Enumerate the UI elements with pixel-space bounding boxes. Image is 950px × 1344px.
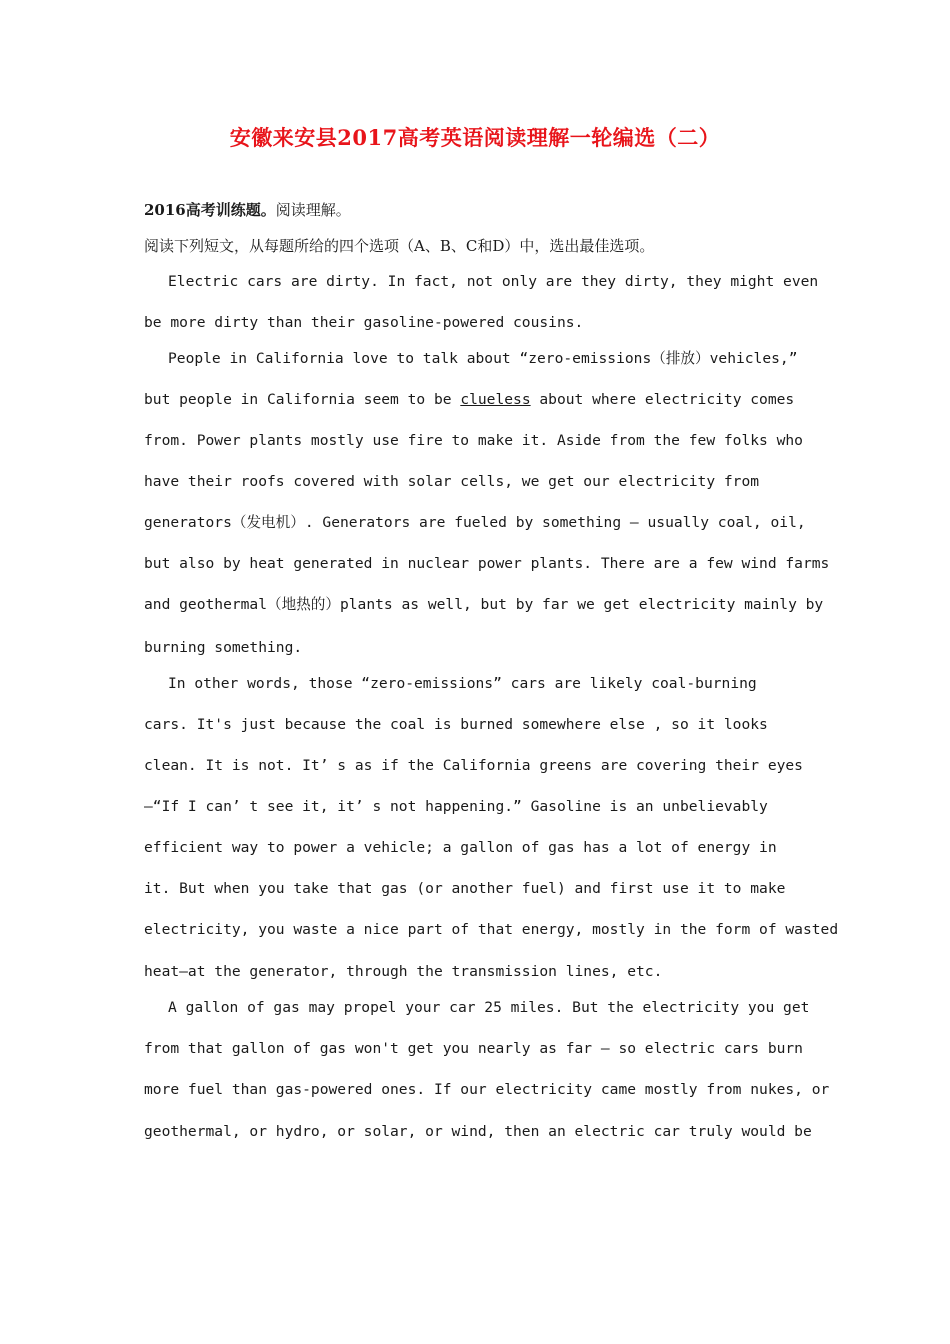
text-line: People in California love to talk about “zero-emissions（排放）vehicles,” (168, 350, 798, 367)
text-line: clean. It is not. It’ s as if the California greens are covering their eyes (144, 757, 803, 774)
text-line: and geothermal（地热的）plants as well, but by far we get electricity mainly by (144, 596, 824, 613)
text-line-with-underline (144, 390, 794, 410)
underlined-word: clueless (460, 391, 531, 408)
text-line: heat—at the generator, through the transmission lines, etc. (144, 963, 663, 980)
text-line: Electric cars are dirty. In fact, not only are they dirty, they might even (168, 273, 819, 290)
text-line: generators（发电机）. Generators are fueled by something — usually coal, oil, (144, 514, 806, 531)
text-line: —“If I can’ t see it, it’ s not happening.” Gasoline is an unbelievably (144, 798, 768, 815)
instruction-text: 阅读下列短文，从每题所给的四个选项（A、B、C和D）中，选出最佳选项。 (144, 237, 655, 255)
text-segment: about where electricity comes (530, 391, 795, 408)
section-label (144, 200, 351, 220)
text-line: be more dirty than their gasoline-powered cousins. (144, 314, 584, 331)
text-line: geothermal, or hydro, or solar, or wind, then an electric car truly would be (144, 1123, 812, 1140)
section-label-rest: 阅读理解。 (275, 201, 351, 219)
text-line: electricity, you waste a nice part of that energy, mostly in the form of wasted (144, 921, 839, 938)
text-line: it. But when you take that gas (or another fuel) and first use it to make (144, 880, 786, 897)
text-line: more fuel than gas-powered ones. If our electricity came mostly from nukes, or (144, 1081, 830, 1098)
text-line: from that gallon of gas won't get you nearly as far — so electric cars burn (144, 1040, 803, 1057)
document-title: 安徽来安县2017高考英语阅读理解一轮编选（二） (229, 125, 721, 150)
text-line: efficient way to power a vehicle; a gallon of gas has a lot of energy in (144, 839, 777, 856)
section-label-bold: 2016高考训练题。 (144, 201, 276, 219)
text-segment: but people in California seem to be (144, 391, 461, 408)
text-line: but also by heat generated in nuclear power plants. There are a few wind farms (144, 555, 830, 572)
text-line: burning something. (144, 639, 303, 656)
text-line: cars. It's just because the coal is burned somewhere else , so it looks (144, 716, 768, 733)
text-line: In other words, those “zero-emissions” cars are likely coal-burning (168, 675, 757, 692)
text-line: from. Power plants mostly use fire to make it. Aside from the few folks who (144, 432, 803, 449)
text-line: A gallon of gas may propel your car 25 miles. But the electricity you get (168, 999, 810, 1016)
text-line: have their roofs covered with solar cells, we get our electricity from (144, 473, 760, 490)
